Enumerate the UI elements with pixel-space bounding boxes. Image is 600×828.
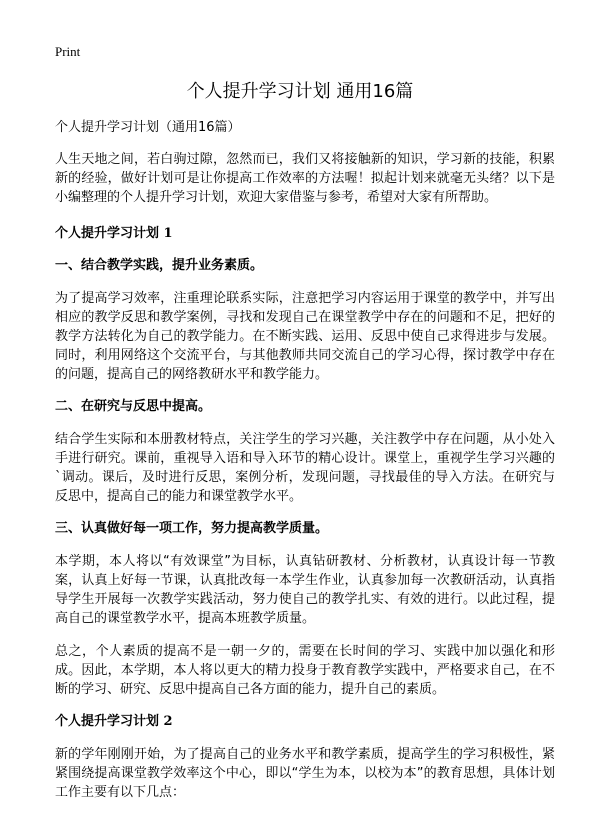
- plan-1-heading: 个人提升学习计划 1: [55, 226, 173, 241]
- section-3-paragraph-2: 总之，个人素质的提高不是一朝一夕的，需要在长时间的学习、实践中加以强化和形成。因此，本学期，本人将以更大的精力投身于教育教学实践中，严格要求自己，在不断的学习、研究、反思中提高自己各方面的能力，提升自己的素质。: [55, 644, 555, 697]
- plan-2-paragraph: 新的学年刚刚开始，为了提高自己的业务水平和教学素质，提高学生的学习积极性，紧紧围绕提高课堂教学效率这个中心，即以“学生为本，以校为本”的教育思想，具体计划工作主要有以下几点：: [55, 747, 555, 800]
- document-body: [55, 119, 555, 816]
- section-3-paragraph-1: 本学期，本人将以“有效课堂”为目标，认真钻研教材、分析教材，认真设计每一节教案，认真上好每一节课，认真批改每一本学生作业，认真参加每一次教研活动，认真指导学生开展每一次教学实践活动，努力使自己的教学扎实、有效的进行。以此过程，提高自己的课堂教学水平，提高本班教学质量。: [55, 554, 555, 626]
- intro-paragraph: 人生天地之间，若白驹过隙，忽然而已，我们又将接触新的知识，学习新的技能，积累新的经验，做好计划可是让你提高工作效率的方法喔！拟起计划来就毫无头绪？以下是小编整理的个人提升学习计划，欢迎大家借鉴与参考，希望对大家有所帮助。: [55, 152, 555, 205]
- section-2-heading: 二、在研究与反思中提高。: [55, 399, 212, 414]
- section-2-paragraph: 结合学生实际和本册教材特点，关注学生的学习兴趣，关注教学中存在问题，从小处入手进行研究。课前，重视导入语和导入环节的精心设计。课堂上，重视学生学习兴趣的`调动。课后，及时进行反思，案例分析，发现问题，寻找最佳的导入方法。在研究与反思中，提高自己的能力和课堂教学水平。: [55, 432, 555, 504]
- section-1-paragraph: 为了提高学习效率，注重理论联系实际，注意把学习内容运用于课堂的教学中，并写出相应的教学反思和教学案例，寻找和发现自己在课堂教学中存在的问题和不足，把好的教学方法转化为自己的教学能力。在不断实践、运用、反思中使自己求得进步与发展。同时，利用网络这个交流平台，与其他教师共同交流自己的学习心得，探讨教学中存在的问题，提高自己的网络教研水平和教学能力。: [55, 291, 555, 382]
- section-3-heading: 三、认真做好每一项工作，努力提高教学质量。: [55, 521, 329, 536]
- document-subtitle: 个人提升学习计划（通用16篇）: [55, 120, 241, 135]
- section-1-heading: 一、结合教学实践，提升业务素质。: [55, 258, 264, 273]
- document-title: 个人提升学习计划 通用16篇: [186, 81, 414, 102]
- print-link[interactable]: Print: [55, 44, 81, 59]
- plan-2-heading: 个人提升学习计划 2: [55, 714, 173, 729]
